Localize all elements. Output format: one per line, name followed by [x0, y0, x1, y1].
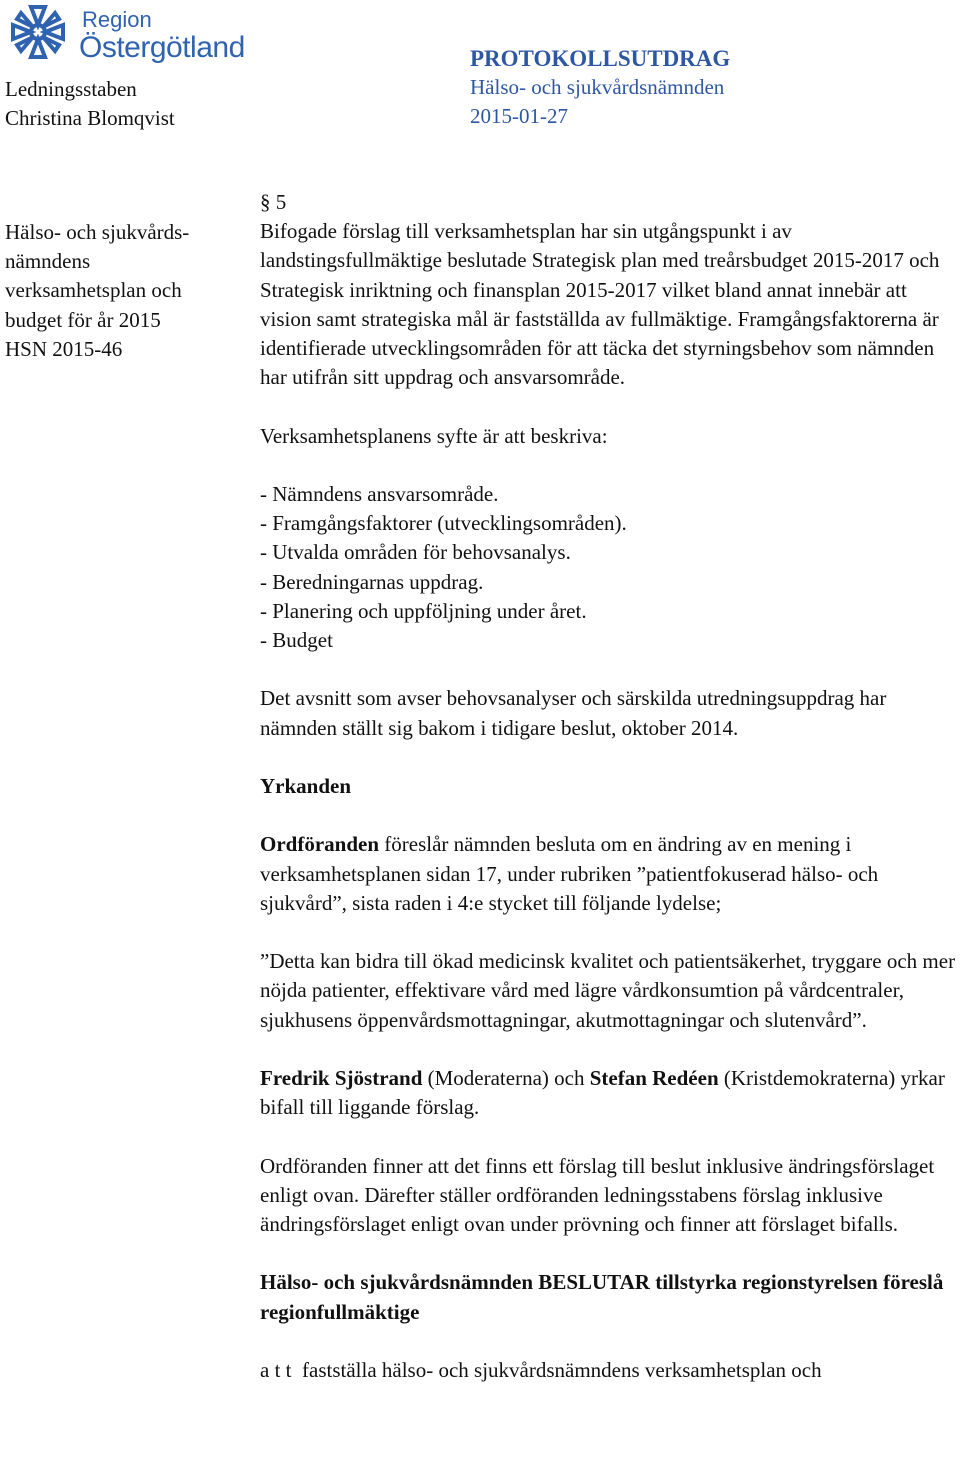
member-name: Fredrik Sjöstrand — [260, 1065, 423, 1090]
bullet-item: - Planering och uppföljning under året. — [260, 598, 587, 623]
region-logo — [5, 3, 285, 63]
sidebar-line: nämndens — [5, 249, 91, 274]
section-number: § 5 — [260, 190, 287, 214]
member-name: Stefan Redéen — [589, 1065, 719, 1090]
committee-name: Hälso- och sjukvårdsnämnden — [470, 75, 725, 99]
paragraph-intro: Bifogade förslag till verksamhetsplan har sin utgångspunkt i av landstingsfullmäktige beslutade Strategisk plan med treårsbudget 2015-2017 och Strategisk inriktning och finansplan 2015-2017 vilket bland annat innebär att vision samt strategiska mål är fastställda av fullmäktige. Framgångsfaktorerna är identifierade utvecklingsområden för att täcka det styrningsbehov som nämnden har utifrån sitt uppdrag och ansvarsområde. — [260, 219, 940, 390]
paragraph-needs-analysis: Det avsnitt som avser behovsanalyser och särskilda utredningsuppdrag har nämnden ställt sig bakom i tidigare beslut, oktober 2014. — [260, 686, 887, 740]
yrkanden-heading: Yrkanden — [260, 774, 352, 798]
purpose-intro: Verksamhetsplanens syfte är att beskriva: — [260, 423, 608, 448]
paragraph-motion: Fredrik Sjöstrand (Moderaterna) och Stefan Redéen (Kristdemokraterna) yrkar bifall till liggande förslag. — [260, 1065, 945, 1120]
bullet-item: - Utvalda områden för behovsanalys. — [260, 540, 571, 565]
header-left — [5, 75, 175, 133]
att-text: fastställa hälso- och sjukvårdsnämndens verksamhetsplan och — [302, 1357, 822, 1382]
document-title: PROTOKOLLSUTDRAG — [470, 46, 731, 71]
decision-heading: Hälso- och sjukvårdsnämnden BESLUTAR tillstyrka regionstyrelsen föreslå regionfullmäktige — [260, 1270, 944, 1324]
bullet-item: - Beredningarnas uppdrag. — [260, 569, 484, 594]
logo-region-text: Region — [82, 7, 152, 32]
sidebar-line: Hälso- och sjukvårds- — [5, 220, 190, 244]
sidebar-line: HSN 2015-46 — [5, 336, 123, 361]
bullet-item: - Nämndens ansvarsområde. — [260, 482, 499, 506]
sidebar-caption — [5, 218, 235, 364]
att-clause — [260, 1356, 960, 1385]
department: Ledningsstaben — [5, 77, 137, 101]
main-content — [260, 188, 960, 1385]
sidebar-line: budget för år 2015 — [5, 307, 161, 332]
author: Christina Blomqvist — [5, 106, 175, 130]
header-right — [470, 44, 730, 131]
meeting-date: 2015-01-27 — [470, 104, 568, 128]
paragraph-procedure: Ordföranden finner att det finns ett förslag till beslut inklusive ändringsförslaget enligt ovan. Därefter ställer ordföranden ledningsstabens förslag inklusive ändringsförslaget enligt ovan under prövning och finner att förslaget bifalls. — [260, 1153, 935, 1236]
logo-ostergotland-text: Östergötland — [79, 31, 245, 64]
paragraph-chair-proposal: Ordföranden föreslår nämnden besluta om en ändring av en mening i verksamhetsplanen sidan 17, under rubriken ”patientfokuserad hälso- och sjukvård”, sista raden i 4:e stycket till följande lydelse; — [260, 832, 879, 915]
sidebar-line: verksamhetsplan och — [5, 278, 182, 303]
flower-logo-icon — [5, 3, 71, 61]
quoted-amendment: ”Detta kan bidra till ökad medicinsk kvalitet och patientsäkerhet, tryggare och mer nöjda patienter, effektivare vård med lägre vårdkonsumtion på vårdcentraler, sjukhusens öppenvårdsmottagningar, akutmottagningar och slutenvård”. — [260, 949, 956, 1032]
bullet-item: - Budget — [260, 628, 333, 653]
chair-label: Ordföranden — [260, 832, 380, 857]
bullet-item: - Framgångsfaktorer (utvecklingsområden). — [260, 511, 627, 536]
att-label: a t t — [260, 1357, 292, 1382]
